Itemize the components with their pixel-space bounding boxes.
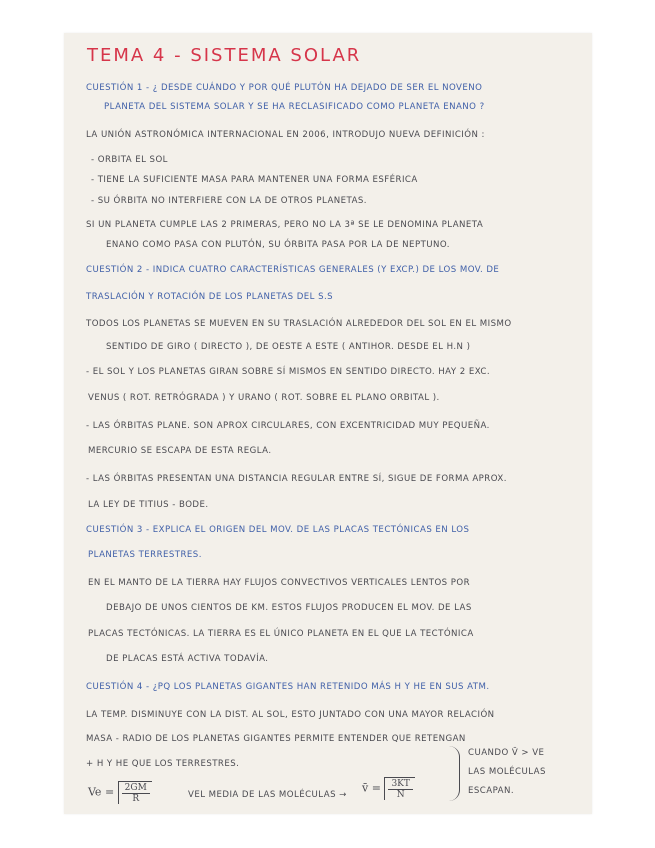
v-label: v̄ = bbox=[362, 781, 381, 795]
answer-line: MERCURIO SE ESCAPA DE ESTA REGLA. bbox=[88, 446, 272, 456]
curly-brace bbox=[449, 746, 460, 801]
answer-line: LA TEMP. DISMINUYE CON LA DIST. AL SOL, ESTO JUNTADO CON UNA MAYOR RELACIÓN bbox=[86, 710, 495, 720]
answer-line: - LAS ÓRBITAS PLANE. SON APROX CIRCULARES, CON EXCENTRICIDAD MUY PEQUEÑA. bbox=[86, 421, 490, 431]
escape-velocity-formula bbox=[88, 781, 152, 804]
answer-line: LA UNIÓN ASTRONÓMICA INTERNACIONAL EN 2006, INTRODUJO NUEVA DEFINICIÓN : bbox=[86, 130, 485, 140]
answer-line: SI UN PLANETA CUMPLE LAS 2 PRIMERAS, PERO NO LA 3ª SE LE DENOMINA PLANETA bbox=[86, 220, 484, 230]
side-note-line: ESCAPAN. bbox=[468, 786, 515, 796]
answer-line: - LAS ÓRBITAS PRESENTAN UNA DISTANCIA REGULAR ENTRE SÍ, SIGUE DE FORMA APROX. bbox=[86, 474, 507, 484]
question-3-line-2: PLANETAS TERRESTRES. bbox=[88, 550, 202, 560]
answer-line: VENUS ( ROT. RETRÓGRADA ) Y URANO ( ROT. SOBRE EL PLANO ORBITAL ). bbox=[88, 393, 440, 403]
answer-line: EN EL MANTO DE LA TIERRA HAY FLUJOS CONVECTIVOS VERTICALES LENTOS POR bbox=[88, 578, 471, 588]
answer-line: DE PLACAS ESTÁ ACTIVA TODAVÍA. bbox=[106, 654, 269, 664]
answer-line: LA LEY DE TITIUS - BODE. bbox=[88, 500, 209, 510]
answer-line: + H Y HE QUE LOS TERRESTRES. bbox=[86, 759, 240, 769]
question-2-line-1: CUESTIÓN 2 - INDICA CUATRO CARACTERÍSTICAS GENERALES (Y EXCP.) DE LOS MOV. DE bbox=[86, 265, 500, 275]
mean-velocity-formula bbox=[362, 777, 415, 800]
answer-line: - SU ÓRBITA NO INTERFIERE CON LA DE OTROS PLANETAS. bbox=[91, 196, 367, 206]
question-3-line-1: CUESTIÓN 3 - EXPLICA EL ORIGEN DEL MOV. DE LAS PLACAS TECTÓNICAS EN LOS bbox=[86, 525, 470, 535]
question-4-line-1: CUESTIÓN 4 - ¿PQ LOS PLANETAS GIGANTES HAN RETENIDO MÁS H Y HE EN SUS ATM. bbox=[86, 682, 490, 692]
answer-line: MASA - RADIO DE LOS PLANETAS GIGANTES PERMITE ENTENDER QUE RETENGAN bbox=[86, 734, 466, 744]
page-title: TEMA 4 - SISTEMA SOLAR bbox=[87, 45, 362, 66]
sqrt-sign bbox=[384, 777, 414, 800]
question-1-line-1: CUESTIÓN 1 - ¿ DESDE CUÁNDO Y POR QUÉ PLUTÓN HA DEJADO DE SER EL NOVENO bbox=[86, 83, 483, 93]
answer-line: SENTIDO DE GIRO ( DIRECTO ), DE OESTE A ESTE ( ANTIHOR. DESDE EL H.N ) bbox=[106, 342, 471, 352]
answer-line: ENANO COMO PASA CON PLUTÓN, SU ÓRBITA PASA POR LA DE NEPTUNO. bbox=[106, 240, 450, 250]
v-denominator: N bbox=[396, 790, 405, 800]
sqrt-sign bbox=[118, 781, 152, 804]
question-2-line-2: TRASLACIÓN Y ROTACIÓN DE LOS PLANETAS DEL S.S bbox=[86, 292, 334, 302]
formula-middle-text: VEL MEDIA DE LAS MOLÉCULAS → bbox=[188, 790, 347, 800]
notebook-page bbox=[64, 33, 592, 814]
answer-line: - ORBITA EL SOL bbox=[91, 155, 168, 165]
answer-line: - TIENE LA SUFICIENTE MASA PARA MANTENER UNA FORMA ESFÉRICA bbox=[91, 175, 418, 185]
answer-line: - EL SOL Y LOS PLANETAS GIRAN SOBRE SÍ MISMOS EN SENTIDO DIRECTO. HAY 2 EXC. bbox=[86, 367, 491, 377]
ve-denominator: R bbox=[132, 794, 140, 804]
v-numerator: 3KT bbox=[388, 779, 412, 790]
answer-line: PLACAS TECTÓNICAS. LA TIERRA ES EL ÚNICO PLANETA EN EL QUE LA TECTÓNICA bbox=[88, 629, 474, 639]
ve-numerator: 2GM bbox=[122, 783, 150, 794]
side-note-line: LAS MOLÉCULAS bbox=[468, 767, 546, 777]
answer-line: TODOS LOS PLANETAS SE MUEVEN EN SU TRASLACIÓN ALREDEDOR DEL SOL EN EL MISMO bbox=[86, 319, 512, 329]
answer-line: DEBAJO DE UNOS CIENTOS DE KM. ESTOS FLUJOS PRODUCEN EL MOV. DE LAS bbox=[106, 603, 472, 613]
question-1-line-2: PLANETA DEL SISTEMA SOLAR Y SE HA RECLASIFICADO COMO PLANETA ENANO ? bbox=[104, 102, 485, 112]
side-note-line: CUANDO V̄ > VE bbox=[468, 748, 545, 758]
ve-label: Ve = bbox=[88, 785, 115, 799]
